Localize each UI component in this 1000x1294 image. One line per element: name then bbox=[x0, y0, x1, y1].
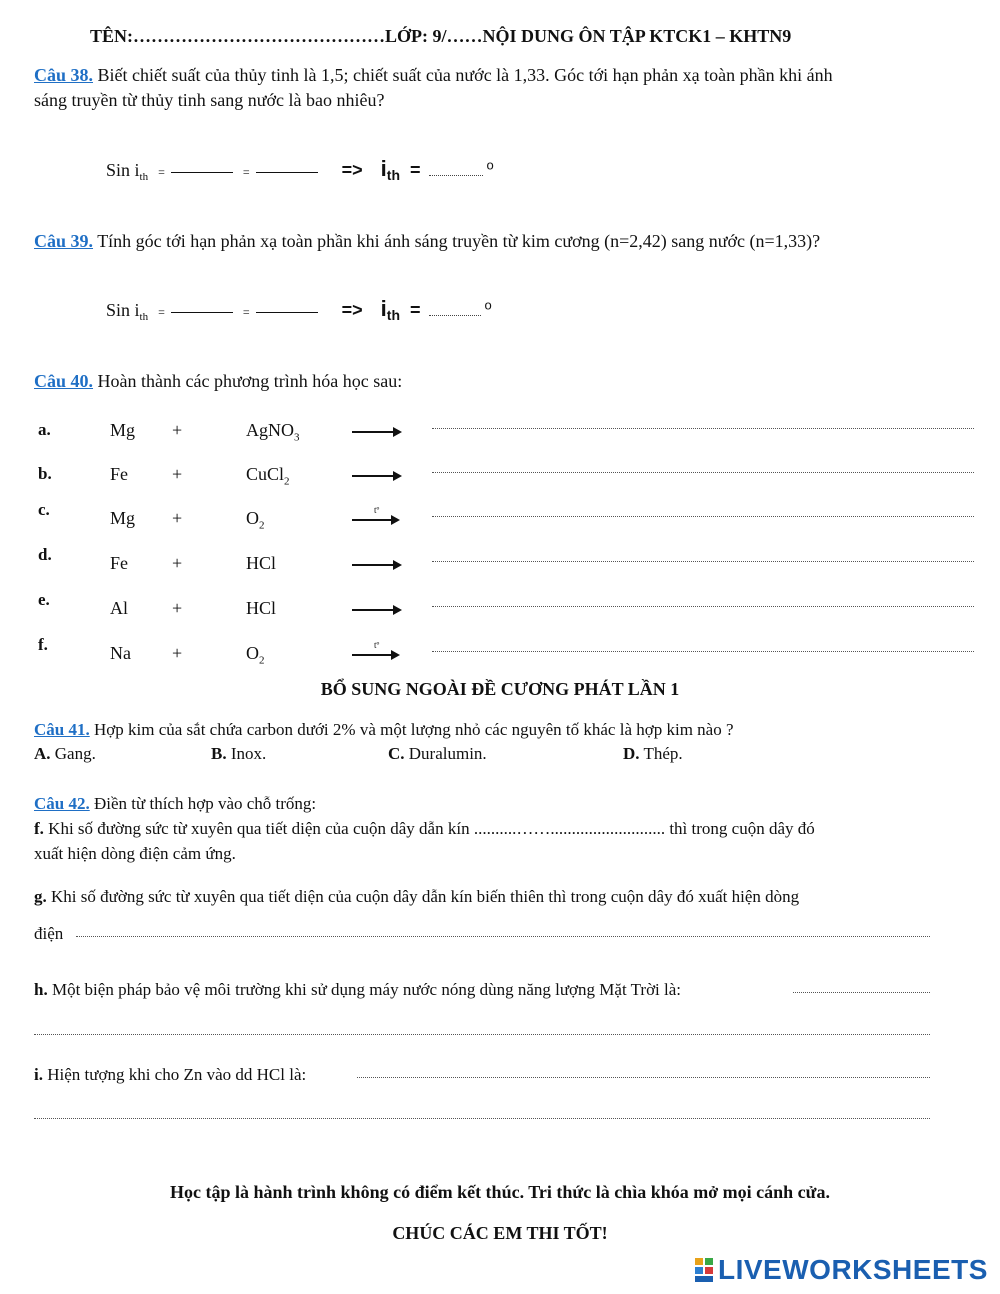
q41-number: Câu 41. bbox=[34, 720, 90, 739]
formula-i: i bbox=[380, 296, 387, 321]
q38-text: Biết chiết suất của thủy tinh là 1,5; chiết suất của nước là 1,33. Góc tới hạn phản xạ toàn phần khi ánh bbox=[93, 65, 833, 85]
q42-g-line2: điện bbox=[34, 924, 64, 943]
reaction-arrow bbox=[352, 564, 400, 566]
reactant-2-subscript: 2 bbox=[259, 654, 265, 667]
reactant-2-formula: HCl bbox=[246, 598, 277, 618]
reactant-2 bbox=[246, 598, 276, 619]
fraction-line-1[interactable] bbox=[171, 312, 233, 313]
q38-line1 bbox=[34, 65, 833, 86]
answer-blank-q39[interactable] bbox=[429, 314, 481, 316]
q38-line2: sáng truyền từ thủy tinh sang nước là bao nhiêu? bbox=[34, 90, 385, 110]
q39-text: Tính góc tới hạn phản xạ toàn phần khi ánh sáng truyền từ kim cương (n=2,42) sang nước (n=1,33)? bbox=[93, 231, 821, 251]
formula-q39 bbox=[106, 296, 492, 323]
q42-g-line1 bbox=[34, 887, 799, 907]
reactant-2-formula: CuCl bbox=[246, 464, 285, 484]
formula-i: i bbox=[380, 156, 387, 181]
option-text: Inox. bbox=[226, 744, 267, 763]
product-answer-line[interactable] bbox=[432, 516, 974, 517]
product-answer-line[interactable] bbox=[432, 472, 974, 473]
option-key: C. bbox=[388, 744, 405, 763]
formula-eq-1: = bbox=[158, 305, 165, 319]
q42-g-text: Khi số đường sức từ xuyên qua tiết diện của cuộn dây dẫn kín biến thiên thì trong cuộn dây đó xuất hiện dòng bbox=[46, 887, 800, 906]
reactant-2-subscript: 2 bbox=[284, 475, 290, 488]
plus-sign: + bbox=[172, 508, 183, 528]
q42-f-line2: xuất hiện dòng điện cảm ứng. bbox=[34, 844, 236, 863]
answer-line-i2[interactable] bbox=[34, 1118, 930, 1119]
reactant-2-subscript: 2 bbox=[259, 519, 265, 532]
q42-line bbox=[34, 794, 316, 814]
reactant-2 bbox=[246, 643, 265, 667]
reactant-2-formula: O bbox=[246, 643, 259, 663]
q42-h-key: h. bbox=[34, 980, 48, 999]
reaction-arrow bbox=[352, 609, 400, 611]
formula-eq-2: = bbox=[242, 305, 250, 319]
page-title: NỘI DUNG ÔN TẬP KTCK1 – KHTN9 bbox=[482, 26, 792, 46]
reactant-1: Na bbox=[110, 643, 131, 663]
reactant-1: Fe bbox=[110, 553, 128, 573]
reactant-2-formula: AgNO bbox=[246, 420, 294, 440]
reactant-1: Mg bbox=[110, 420, 136, 440]
formula-i-sub: th bbox=[386, 167, 401, 184]
formula-sin-sub: th bbox=[139, 311, 149, 324]
formula-eq-2: = bbox=[242, 165, 250, 179]
reaction-arrow bbox=[352, 431, 400, 433]
fraction-line-1[interactable] bbox=[171, 172, 233, 173]
name-class-label: TÊN:……………………………………LỚP: 9/…… bbox=[90, 26, 483, 46]
q42-i-text: Hiện tượng khi cho Zn vào dd HCl là: bbox=[42, 1065, 307, 1084]
answer-line-i1[interactable] bbox=[357, 1077, 930, 1078]
option-key: D. bbox=[623, 744, 640, 763]
q42-g-key: g. bbox=[34, 887, 47, 906]
reactant-2-subscript: 3 bbox=[294, 431, 300, 444]
q42-text: Điền từ thích hợp vào chỗ trống: bbox=[89, 794, 317, 813]
fraction-line-2[interactable] bbox=[256, 172, 318, 173]
formula-sin-sub: th bbox=[139, 171, 149, 184]
reactant-2 bbox=[246, 464, 290, 488]
q38-number: Câu 38. bbox=[34, 65, 94, 85]
answer-blank-q38[interactable] bbox=[429, 174, 483, 176]
q42-h-line1 bbox=[34, 980, 681, 1000]
formula-q38 bbox=[106, 156, 494, 183]
header-line bbox=[90, 26, 791, 47]
q40-line bbox=[34, 371, 402, 392]
q39-number: Câu 39. bbox=[34, 231, 94, 251]
formula-sin: Sin i bbox=[106, 160, 140, 180]
product-answer-line[interactable] bbox=[432, 606, 974, 607]
reaction-label: f. bbox=[38, 635, 48, 654]
plus-sign: + bbox=[172, 464, 183, 484]
q41-line bbox=[34, 720, 734, 740]
q39-line bbox=[34, 231, 820, 252]
plus-sign: + bbox=[172, 643, 183, 663]
answer-line-h1[interactable] bbox=[793, 992, 930, 993]
q41-text: Hợp kim của sắt chứa carbon dưới 2% và một lượng nhỏ các nguyên tố khác là hợp kim nào ? bbox=[89, 720, 734, 739]
product-answer-line[interactable] bbox=[432, 561, 974, 562]
formula-i-sub: th bbox=[386, 307, 401, 324]
option-text: Thép. bbox=[639, 744, 683, 763]
reactant-2 bbox=[246, 508, 265, 532]
footer-wish: CHÚC CÁC EM THI TỐT! bbox=[392, 1223, 608, 1243]
reaction-label: c. bbox=[38, 500, 50, 519]
reaction-label: a. bbox=[38, 420, 51, 439]
q41-option-a[interactable] bbox=[34, 744, 96, 764]
q42-f-line1 bbox=[34, 819, 966, 839]
reactant-1: Al bbox=[110, 598, 128, 618]
reactant-2 bbox=[246, 553, 276, 574]
plus-sign: + bbox=[172, 553, 183, 573]
option-text: Gang. bbox=[50, 744, 96, 763]
plus-sign: + bbox=[172, 598, 183, 618]
reaction-label: b. bbox=[38, 464, 52, 483]
reactant-2-formula: O bbox=[246, 508, 259, 528]
reaction-arrow bbox=[352, 654, 398, 656]
liveworksheets-logo-icon bbox=[695, 1258, 713, 1282]
formula-equals: = bbox=[410, 300, 421, 320]
degree-symbol: o bbox=[484, 297, 492, 313]
product-answer-line[interactable] bbox=[432, 428, 974, 429]
q42-i-key: i. bbox=[34, 1065, 43, 1084]
option-key: A. bbox=[34, 744, 51, 763]
heat-condition: tº bbox=[374, 505, 380, 515]
q41-option-d[interactable] bbox=[623, 744, 683, 764]
option-text: Duralumin. bbox=[404, 744, 487, 763]
reaction-label: d. bbox=[38, 545, 52, 564]
reactant-2 bbox=[246, 420, 300, 444]
plus-sign: + bbox=[172, 420, 183, 440]
q40-number: Câu 40. bbox=[34, 371, 94, 391]
heat-condition: tº bbox=[374, 640, 380, 650]
reaction-arrow bbox=[352, 475, 400, 477]
answer-line-g[interactable] bbox=[76, 936, 930, 937]
section-title: BỔ SUNG NGOÀI ĐỀ CƯƠNG PHÁT LẦN 1 bbox=[320, 679, 680, 699]
q42-f-text[interactable]: Khi số đường sức từ xuyên qua tiết diện của cuộn dây dẫn kín ..........……........................... thì trong cuộn dây đó bbox=[43, 819, 815, 838]
q41-option-b[interactable] bbox=[211, 744, 266, 764]
q41-option-c[interactable] bbox=[388, 744, 487, 764]
reactant-2-formula: HCl bbox=[246, 553, 277, 573]
fraction-line-2[interactable] bbox=[256, 312, 318, 313]
footer-quote: Học tập là hành trình không có điểm kết thúc. Tri thức là chìa khóa mở mọi cánh cửa. bbox=[170, 1182, 830, 1202]
formula-implies: => bbox=[341, 300, 363, 320]
degree-symbol: o bbox=[486, 157, 494, 173]
q42-i-line1 bbox=[34, 1065, 306, 1085]
q42-number: Câu 42. bbox=[34, 794, 90, 813]
q40-text: Hoàn thành các phương trình hóa học sau: bbox=[93, 371, 403, 391]
formula-eq-1: = bbox=[158, 165, 165, 179]
q42-f-key: f. bbox=[34, 819, 44, 838]
liveworksheets-logo: LIVEWORKSHEETS bbox=[718, 1254, 988, 1285]
formula-implies: => bbox=[341, 160, 363, 180]
formula-sin: Sin i bbox=[106, 300, 140, 320]
reaction-arrow bbox=[352, 519, 398, 521]
reactant-1: Mg bbox=[110, 508, 136, 528]
option-key: B. bbox=[211, 744, 227, 763]
answer-line-h2[interactable] bbox=[34, 1034, 930, 1035]
q42-h-text: Một biện pháp bảo vệ môi trường khi sử dụng máy nước nóng dùng năng lượng Mặt Trời là: bbox=[47, 980, 682, 999]
reactant-1: Fe bbox=[110, 464, 128, 484]
formula-equals: = bbox=[410, 160, 421, 180]
reaction-label: e. bbox=[38, 590, 50, 609]
product-answer-line[interactable] bbox=[432, 651, 974, 652]
